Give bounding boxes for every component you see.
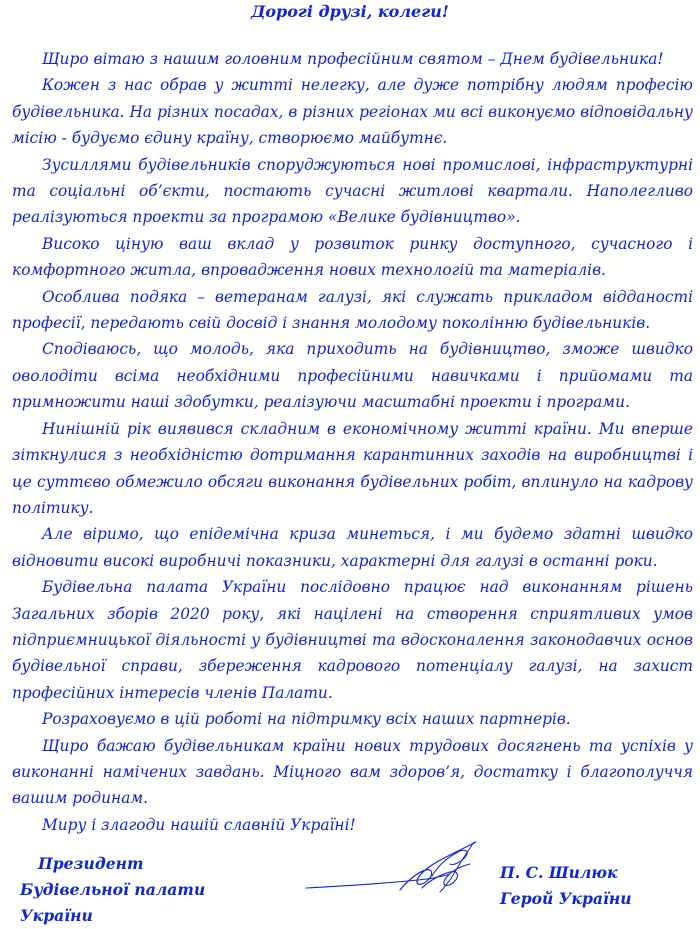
signatory-organization: Будівельної палати України	[20, 880, 206, 925]
paragraph: Миру і злагоди нашій славній Україні!	[42, 815, 356, 834]
paragraph: Нинішній рік виявився складним в економічному житті країни. Ми вперше зіткнулися з необхідністю дотримання карантинних заходів на виробництві і це суттєво обмежило обсяги виконання будівельних робіт, вплинуло на кадрову політику.	[12, 419, 693, 517]
paragraph: Будівельна палата України послідовно працює над виконанням рішень Загальних зборів 2020 року, які націлені на створення сприятливих умов підприємницької діяльності у будівництві та вдосконалення законодавчих основ будівельної справи, збереження кадрового потенціалу галузі, на захист професійних інтересів членів Палати.	[12, 578, 693, 702]
paragraph: Сподіваюсь, що молодь, яка приходить на будівництво, зможе швидко оволодіти всіма необхідними професійними навичками і прийомами та примножити наші здобутки, реалізуючи масштабні проекти і програми.	[12, 340, 693, 412]
signatory-position	[20, 851, 270, 929]
paragraph: Особлива подяка – ветеранам галузі, які служать прикладом відданості професії, передають свій досвід і знання молодому поколінню будівельників.	[12, 287, 693, 333]
signatory-name: П. С. Шилюк	[500, 863, 618, 882]
paragraph: Зусиллями будівельників споруджуються нові промислові, інфраструктурні та соціальні об’єкти, постають сучасні житлові квартали. Наполегливо реалізуються проекти за програмою «Велике будівництво».	[12, 155, 693, 227]
signatory-title: Герой України	[500, 889, 632, 908]
paragraph: Кожен з нас обрав у житті нелегку, але дуже потрібну людям професію будівельника. На різних посадах, в різних регіонах ми всі виконуємо відповідальну місію - будуємо єдину країну, створюємо майбутнє.	[12, 76, 693, 148]
letter-body	[12, 46, 693, 838]
paragraph: Розраховуємо в цій роботі на підтримку всіх наших партнерів.	[42, 710, 571, 729]
paragraph: Щиро бажаю будівельникам країни нових трудових досягнень та успіхів у виконанні намічених завдань. Міцного вам здоров’я, достатку і благополуччя вашим родинам.	[12, 736, 693, 808]
paragraph: Щиро вітаю з нашим головним професійним святом – Днем будівельника!	[42, 50, 664, 68]
paragraph: Високо ціную ваш вклад у розвиток ринку доступного, сучасного і комфортного житла, впровадження нових технологій та матеріалів.	[12, 234, 693, 280]
paragraph: Але віримо, що епідемічна криза минеться, і ми будемо здатні швидко відновити високі виробничі показники, характерні для галузі в останні роки.	[12, 525, 693, 570]
handwritten-signature	[300, 830, 490, 910]
signatory-identity	[500, 860, 695, 912]
greeting-heading: Дорогі друзі, колеги!	[251, 2, 449, 21]
signatory-role: Президент	[38, 854, 144, 873]
